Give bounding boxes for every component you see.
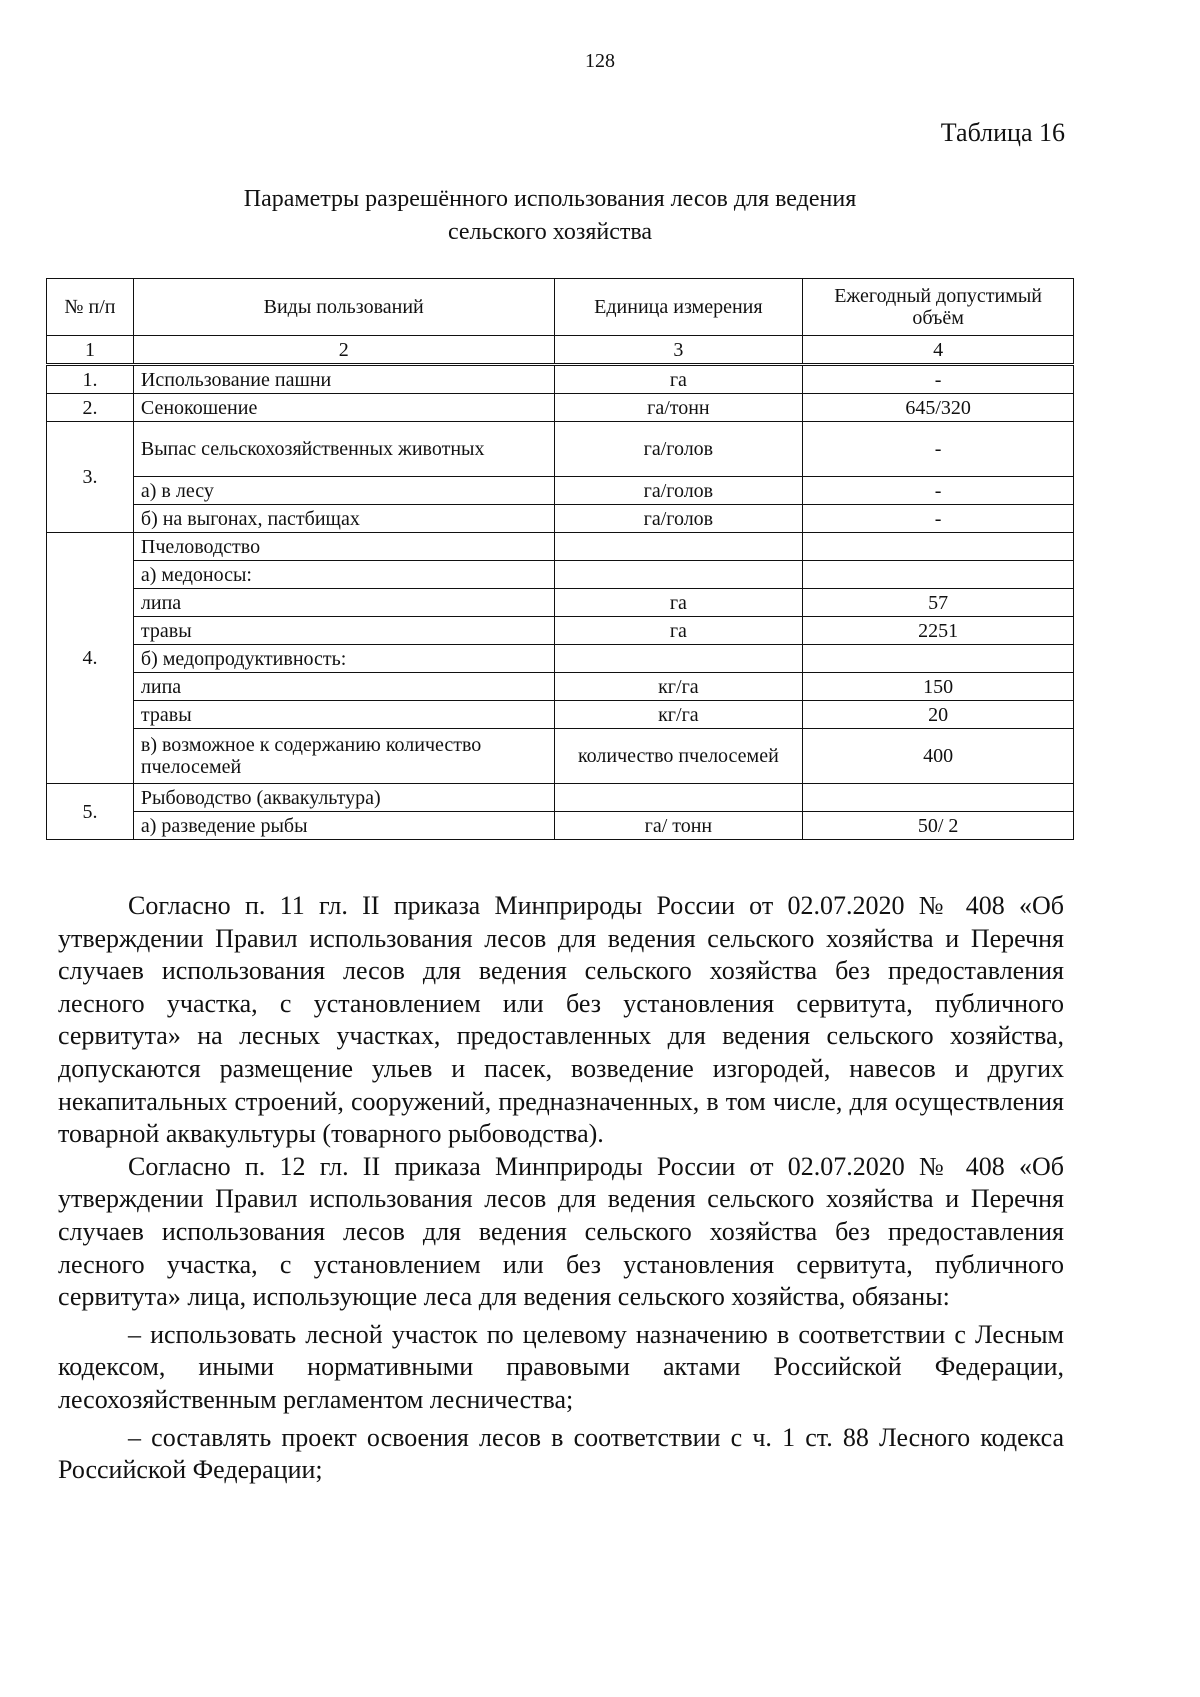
row-volume-cell: - <box>803 365 1074 394</box>
row-volume-cell: 150 <box>803 673 1074 701</box>
row-unit-cell <box>554 784 803 812</box>
row-type-cell: в) возможное к содержанию количество пчелосемей <box>133 729 554 784</box>
row-unit-cell: кг/га <box>554 673 803 701</box>
table-row <box>47 422 1074 477</box>
row-unit-cell: га/голов <box>554 505 803 533</box>
row-type-cell: Выпас сельскохозяйственных животных <box>133 422 554 477</box>
column-number-cell: 3 <box>554 336 803 365</box>
row-volume-cell: - <box>803 505 1074 533</box>
row-type-cell: Рыбоводство (аквакультура) <box>133 784 554 812</box>
body-text <box>58 890 1064 1487</box>
row-unit-cell <box>554 561 803 589</box>
row-unit-cell: га/голов <box>554 477 803 505</box>
row-volume-cell: 2251 <box>803 617 1074 645</box>
row-number-cell: 1. <box>47 365 134 394</box>
paragraph: Согласно п. 12 гл. II приказа Минприроды России от 02.07.2020 № 408 «Об утверждении Правил использования лесов для ведения сельского хозяйства и Перечня случаев использования лесов для ведения сельского хозяйства без предоставления лесного участка, с установлением или без установления сервитута, публичного сервитута» лица, использующие леса для ведения сельского хозяйства, обязаны: <box>58 1151 1064 1312</box>
row-unit-cell: га <box>554 589 803 617</box>
row-type-cell: Сенокошение <box>133 394 554 422</box>
table-row <box>47 561 1074 589</box>
row-volume-cell: 20 <box>803 701 1074 729</box>
row-type-cell: а) медоносы: <box>133 561 554 589</box>
row-type-cell: Использование пашни <box>133 365 554 394</box>
table-row <box>47 477 1074 505</box>
table-row <box>47 365 1074 394</box>
row-unit-cell: га <box>554 617 803 645</box>
row-unit-cell: кг/га <box>554 701 803 729</box>
column-number-row <box>47 336 1074 365</box>
table-row <box>47 729 1074 784</box>
table-label: Таблица 16 <box>940 118 1065 147</box>
row-type-cell: б) медопродуктивность: <box>133 645 554 673</box>
row-volume-cell: - <box>803 477 1074 505</box>
header-cell-volume: Ежегодный допустимый объём <box>803 279 1074 336</box>
row-unit-cell: количество пчелосемей <box>554 729 803 784</box>
header-cell-unit: Единица измерения <box>554 279 803 336</box>
row-volume-cell <box>803 784 1074 812</box>
row-unit-cell: га/ тонн <box>554 812 803 840</box>
table-title <box>180 183 920 249</box>
table-row <box>47 505 1074 533</box>
column-number-cell: 2 <box>133 336 554 365</box>
page-number: 128 <box>585 50 615 72</box>
row-type-cell: травы <box>133 701 554 729</box>
row-unit-cell: га <box>554 365 803 394</box>
header-cell-type: Виды пользований <box>133 279 554 336</box>
row-number-cell: 5. <box>47 784 134 840</box>
row-volume-cell <box>803 645 1074 673</box>
table-row <box>47 394 1074 422</box>
table-row <box>47 812 1074 840</box>
row-volume-cell: 50/ 2 <box>803 812 1074 840</box>
row-type-cell: б) на выгонах, пастбищах <box>133 505 554 533</box>
row-volume-cell <box>803 533 1074 561</box>
table-row <box>47 673 1074 701</box>
column-number-cell: 4 <box>803 336 1074 365</box>
table-title-line-1: Параметры разрешённого использования лесов для ведения <box>243 186 857 212</box>
row-unit-cell: га/голов <box>554 422 803 477</box>
table-row <box>47 645 1074 673</box>
row-type-cell: а) в лесу <box>133 477 554 505</box>
row-unit-cell <box>554 533 803 561</box>
row-number-cell: 4. <box>47 533 134 784</box>
row-unit-cell: га/тонн <box>554 394 803 422</box>
row-type-cell: липа <box>133 589 554 617</box>
row-volume-cell: 645/320 <box>803 394 1074 422</box>
table-row <box>47 533 1074 561</box>
list-item: – использовать лесной участок по целевому назначению в соответствии с Лесным кодексом, иными нормативными правовыми актами Российской Федерации, лесохозяйственным регламентом лесничества; <box>58 1319 1064 1414</box>
row-number-cell: 3. <box>47 422 134 533</box>
row-unit-cell <box>554 645 803 673</box>
column-number-cell: 1 <box>47 336 134 365</box>
parameters-table <box>46 278 1074 840</box>
table-row <box>47 784 1074 812</box>
paragraph: Согласно п. 11 гл. II приказа Минприроды России от 02.07.2020 № 408 «Об утверждении Правил использования лесов для ведения сельского хозяйства и Перечня случаев использования лесов для ведения сельского хозяйства без предоставления лесного участка, с установлением или без установления сервитута, публичного сервитута» на лесных участках, предоставленных для ведения сельского хозяйства, допускаются размещение ульев и пасек, возведение изгородей, навесов и других некапитальных строений, сооружений, предназначенных, в том числе, для осуществления товарной аквакультуры (товарного рыбоводства). <box>58 891 1064 1149</box>
list-item: – составлять проект освоения лесов в соответствии с ч. 1 ст. 88 Лесного кодекса Российской Федерации; <box>58 1422 1064 1485</box>
table-row <box>47 701 1074 729</box>
row-volume-cell: - <box>803 422 1074 477</box>
table-header-row <box>47 279 1074 336</box>
row-type-cell: а) разведение рыбы <box>133 812 554 840</box>
row-type-cell: Пчеловодство <box>133 533 554 561</box>
table-row <box>47 589 1074 617</box>
row-type-cell: травы <box>133 617 554 645</box>
header-cell-number: № п/п <box>47 279 134 336</box>
row-volume-cell <box>803 561 1074 589</box>
table-row <box>47 617 1074 645</box>
table-title-line-2: сельского хозяйства <box>447 219 653 245</box>
row-volume-cell: 57 <box>803 589 1074 617</box>
row-volume-cell: 400 <box>803 729 1074 784</box>
row-type-cell: липа <box>133 673 554 701</box>
row-number-cell: 2. <box>47 394 134 422</box>
